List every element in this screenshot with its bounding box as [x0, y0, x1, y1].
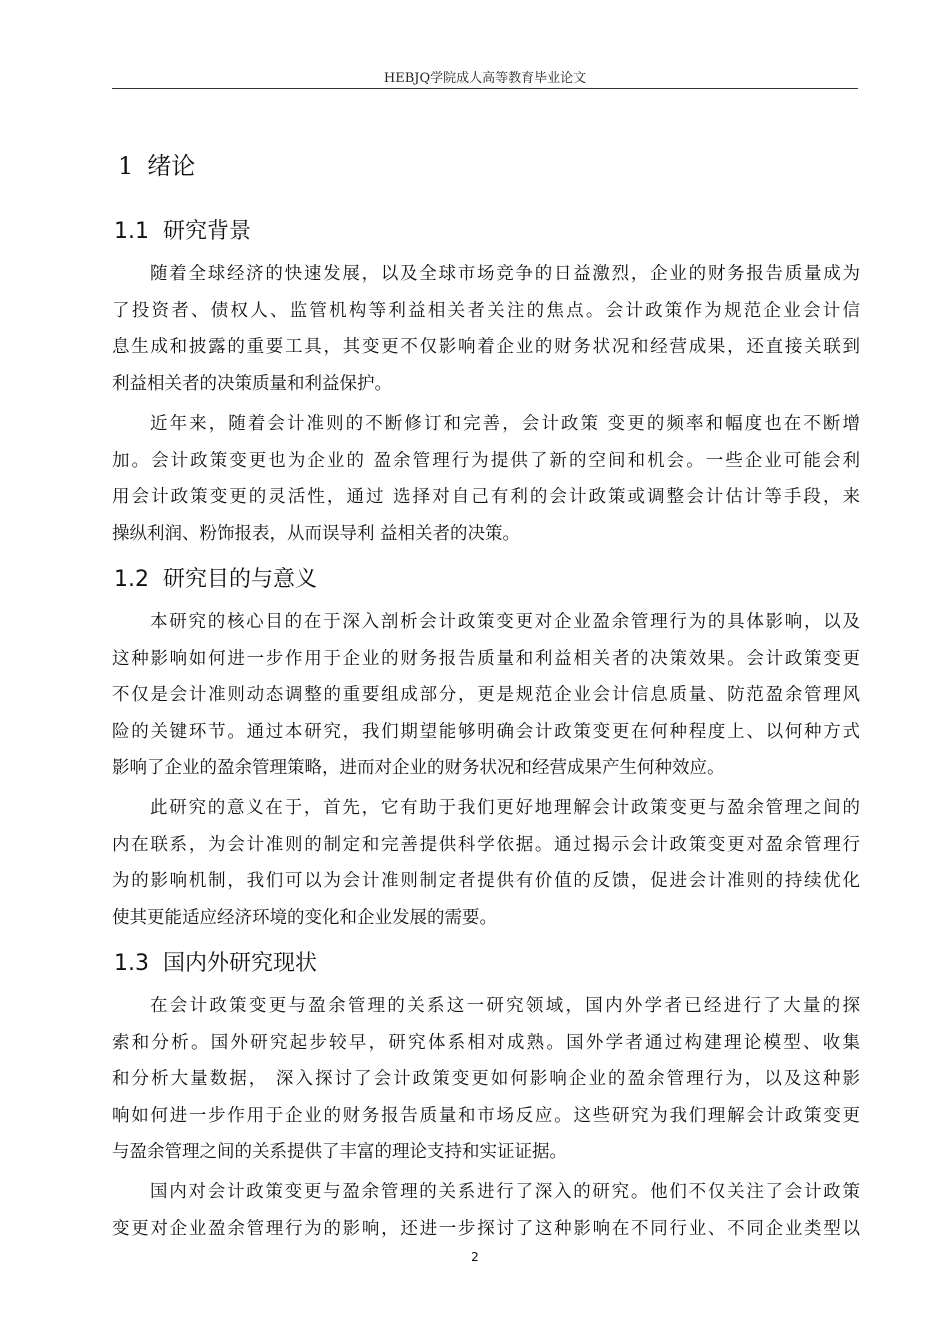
text-line: 国内对会计政策变更与盈余管理的关系进行了深入的研究。他们不仅关注了会计政策	[150, 1182, 860, 1202]
text-line: 息生成和披露的重要工具，其变更不仅影响着企业的财务状况和经营成果，还直接关联到	[112, 337, 860, 357]
text-line: 使其更能适应经济环境的变化和企业发展的需要。	[112, 907, 497, 928]
text-line: 加。会计政策变更也为企业的 盈余管理行为提供了新的空间和机会。一些企业可能会利	[112, 450, 860, 471]
text-line: 和分析大量数据， 深入探讨了会计政策变更如何影响企业的盈余管理行为，以及这种影	[112, 1069, 860, 1089]
text-line: 操纵利润、粉饰报表，从而误导利 益相关者的决策。	[112, 523, 521, 544]
section-heading-1-2	[114, 562, 317, 593]
text-line: 为的影响机制，我们可以为会计准则制定者提供有价值的反馈，促进会计准则的持续优化	[112, 871, 860, 891]
chapter-number: 1	[118, 152, 134, 180]
section-number: 1.2	[114, 567, 149, 592]
section-heading-1-3	[114, 946, 317, 977]
paragraph	[112, 256, 860, 402]
text-line: 近年来，随着会计准则的不断修订和完善，会计政策 变更的频率和幅度也在不断增	[150, 414, 860, 434]
section-title: 国内外研究现状	[163, 951, 318, 976]
text-line: 内在联系，为会计准则的制定和完善提供科学依据。通过揭示会计政策变更对盈余管理行	[112, 834, 860, 855]
paragraph	[112, 988, 860, 1171]
text-line: 索和分析。国外研究起步较早，研究体系相对成熟。国外学者通过构建理论模型、收集	[112, 1032, 860, 1053]
paragraph	[112, 790, 860, 936]
header-rule	[112, 88, 858, 89]
chapter-title: 绪论	[147, 152, 196, 180]
text-line: 与盈余管理之间的关系提供了丰富的理论支持和实证证据。	[112, 1142, 567, 1162]
section-title: 研究背景	[163, 219, 252, 244]
section-heading-1-1	[114, 214, 251, 245]
chapter-heading	[118, 146, 195, 181]
text-line: 变更对企业盈余管理行为的影响，还进一步探讨了这种影响在不同行业、不同企业类型以	[112, 1218, 860, 1239]
text-line: 不仅是会计准则动态调整的重要组成部分，更是规范企业会计信息质量、防范盈余管理风	[112, 685, 860, 705]
page-number: 2	[471, 1250, 479, 1264]
text-line: 响如何进一步作用于企业的财务报告质量和市场反应。这些研究为我们理解会计政策变更	[112, 1105, 860, 1126]
text-line: 了投资者、债权人、监管机构等利益相关者关注的焦点。会计政策作为规范企业会计信	[112, 300, 860, 321]
text-line: 利益相关者的决策质量和利益保护。	[112, 373, 392, 394]
paragraph	[112, 1174, 860, 1247]
paragraph	[112, 406, 860, 552]
text-line: 本研究的核心目的在于深入剖析会计政策变更对企业盈余管理行为的具体影响，以及	[150, 612, 860, 632]
text-line: 影响了企业的盈余管理策略，进而对企业的财务状况和经营成果产生何种效应。	[112, 758, 725, 778]
text-line: 在会计政策变更与盈余管理的关系这一研究领域，国内外学者已经进行了大量的探	[150, 996, 860, 1016]
section-title: 研究目的与意义	[163, 567, 318, 592]
text-line: 这种影响如何进一步作用于企业的财务报告质量和利益相关者的决策效果。会计政策变更	[112, 648, 860, 669]
text-line: 用会计政策变更的灵活性，通过 选择对自己有利的会计政策或调整会计估计等手段，来	[112, 487, 860, 507]
text-line: 此研究的意义在于，首先，它有助于我们更好地理解会计政策变更与盈余管理之间的	[150, 798, 860, 818]
section-number: 1.1	[114, 219, 149, 244]
running-header: HEBJQ学院成人高等教育毕业论文	[383, 71, 587, 86]
text-line: 险的关键环节。通过本研究，我们期望能够明确会计政策变更在何种程度上、以何种方式	[112, 721, 860, 742]
paragraph	[112, 604, 860, 787]
section-number: 1.3	[114, 951, 149, 976]
text-line: 随着全球经济的快速发展，以及全球市场竞争的日益激烈，企业的财务报告质量成为	[150, 264, 860, 284]
